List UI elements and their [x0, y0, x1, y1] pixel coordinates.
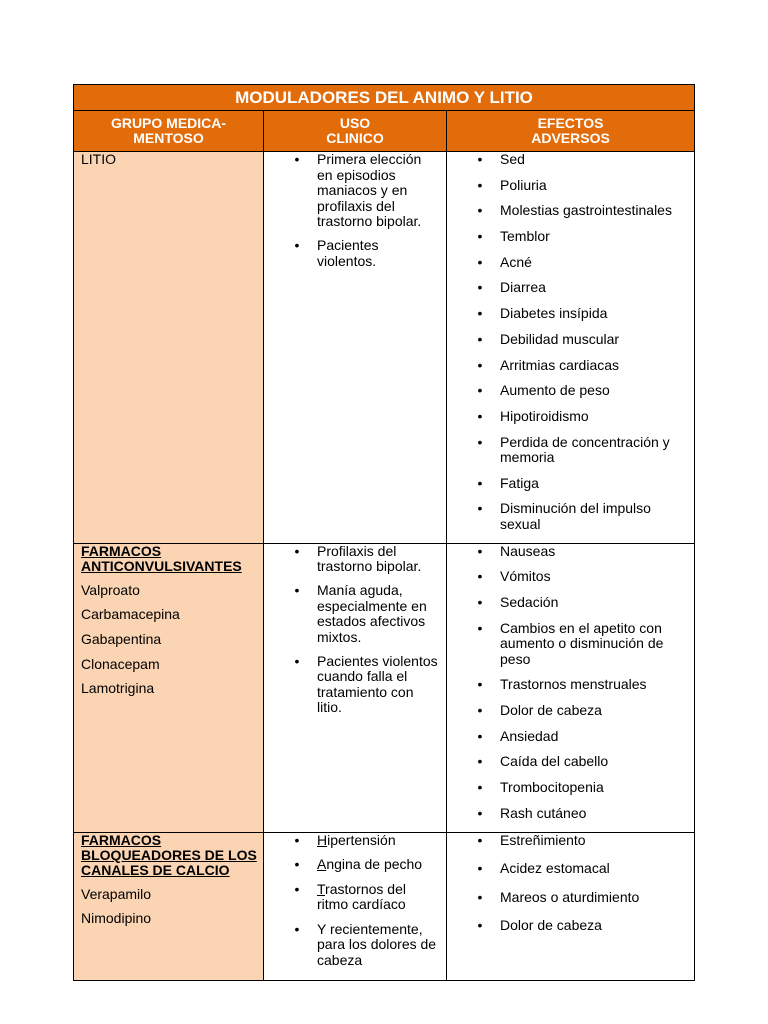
bullet-icon: • [477, 542, 483, 559]
bullet-icon: • [477, 568, 483, 585]
bullet-icon: • [294, 582, 300, 599]
bullet-icon: • [294, 151, 300, 167]
list-item [447, 729, 694, 745]
list-item [447, 544, 694, 560]
list-item-text: Diabetes insípida [500, 305, 608, 322]
drug-name: Verapamilo [81, 885, 152, 902]
list-item [447, 806, 694, 822]
bullet-icon: • [477, 500, 483, 517]
header-uso-line1: USO [339, 115, 371, 131]
list-item-text: Molestias gastrointestinales [500, 202, 672, 219]
drug-list [81, 887, 259, 927]
list-item-text: Diarrea [500, 279, 546, 296]
list-item [447, 621, 694, 668]
list-item-text: Y recientemente, para los dolores de cabeza [317, 920, 437, 968]
header-uso-line2: CLINICO [326, 130, 384, 146]
efectos-list [447, 152, 694, 532]
uso-cell-litio [264, 152, 447, 544]
bullet-icon: • [477, 474, 483, 491]
bullet-icon: • [477, 804, 483, 821]
list-item-text: Fatiga [500, 474, 539, 491]
list-item-text: Hipertensión [317, 831, 396, 848]
list-item [447, 203, 694, 219]
list-item [264, 882, 446, 913]
header-grupo [74, 111, 264, 152]
list-item-text: Cambios en el apetito con aumento o disminución de peso [500, 619, 664, 667]
list-item [447, 476, 694, 492]
bullet-icon: • [294, 856, 300, 872]
list-item [264, 152, 446, 230]
list-item-text: Arritmias cardiacas [500, 356, 620, 373]
list-item [264, 544, 446, 575]
list-item [264, 654, 446, 716]
bullet-icon: • [477, 594, 483, 610]
list-item-text: Trastornos del ritmo cardíaco [317, 880, 406, 912]
list-item [264, 857, 446, 873]
group-title: FARMACOS ANTICONVULSIVANTES [81, 542, 242, 574]
drug-name: Valproato [81, 581, 140, 598]
bullet-icon: • [477, 433, 483, 450]
bullet-icon: • [477, 330, 483, 347]
list-item-text: Angina de pecho [317, 856, 423, 872]
list-item [447, 435, 694, 466]
list-item-text: Trastornos menstruales [500, 676, 647, 693]
list-item-text: Vómitos [500, 568, 551, 585]
drug-name: Clonacepam [81, 655, 160, 672]
list-item-text: Acné [500, 253, 532, 270]
list-item-text: Ansiedad [500, 727, 559, 744]
bullet-icon: • [477, 279, 483, 296]
list-item [447, 677, 694, 693]
bullet-icon: • [477, 382, 483, 399]
list-item-text: Dolor de cabeza [500, 917, 602, 933]
header-efectos-line1: EFECTOS [537, 115, 604, 131]
list-item-text: Mareos o aturdimiento [500, 888, 640, 905]
list-item [447, 383, 694, 399]
drug-name: Gabapentina [81, 631, 162, 647]
list-item [447, 918, 694, 934]
bullet-icon: • [477, 860, 483, 876]
bullet-icon: • [477, 702, 483, 719]
bullet-icon: • [477, 676, 483, 693]
header-efectos-line2: ADVERSOS [531, 130, 610, 146]
list-item [447, 861, 694, 877]
bullet-icon: • [477, 202, 483, 219]
list-item [447, 703, 694, 719]
uso-list [264, 152, 446, 269]
list-item [264, 238, 446, 269]
bullet-icon: • [477, 228, 483, 245]
table-row-anticonvulsivantes [74, 543, 695, 832]
efectos-cell-anticonvulsivantes [447, 543, 695, 832]
table-title: MODULADORES DEL ANIMO Y LITIO [74, 85, 695, 111]
efectos-list [447, 544, 694, 822]
group-cell-calcio [74, 832, 264, 980]
list-item [447, 255, 694, 271]
efectos-cell-calcio [447, 832, 695, 980]
group-title: FARMACOS BLOQUEADORES DE LOS CANALES DE CALCIO [81, 831, 257, 878]
bullet-icon: • [477, 831, 483, 848]
bullet-icon: • [477, 305, 483, 322]
bullet-icon: • [477, 779, 483, 796]
bullet-icon: • [294, 237, 300, 253]
list-item-text: Estreñimiento [500, 831, 586, 848]
list-item-text: Sedación [500, 594, 559, 610]
list-item-text: Nauseas [500, 542, 556, 559]
list-item [447, 229, 694, 245]
list-item [447, 890, 694, 906]
header-uso [264, 111, 447, 152]
title-row [74, 85, 695, 111]
moduladores-table [73, 84, 695, 981]
list-item-text: Acidez estomacal [500, 860, 610, 876]
list-item-text: Hipotiroidismo [500, 407, 589, 424]
drug-list [81, 583, 259, 697]
bullet-icon: • [477, 151, 483, 167]
bullet-icon: • [477, 176, 483, 193]
bullet-icon: • [477, 888, 483, 905]
table-row-litio [74, 152, 695, 544]
list-item [447, 332, 694, 348]
bullet-icon: • [294, 652, 300, 669]
list-item [447, 569, 694, 585]
drug-name: Lamotrigina [81, 680, 155, 697]
bullet-icon: • [477, 727, 483, 744]
bullet-icon: • [477, 407, 483, 424]
list-item [447, 409, 694, 425]
list-item-text: Sed [500, 151, 525, 167]
bullet-icon: • [294, 542, 300, 559]
uso-cell-calcio [264, 832, 447, 980]
list-item [447, 754, 694, 770]
list-item [447, 306, 694, 322]
list-item-text: Temblor [500, 228, 550, 245]
uso-list [264, 544, 446, 716]
list-item [447, 833, 694, 849]
list-item [447, 178, 694, 194]
list-item [447, 780, 694, 796]
header-grupo-line2: MENTOSO [133, 130, 204, 146]
list-item [264, 833, 446, 849]
list-item [447, 595, 694, 611]
list-item-text: Manía aguda, especialmente en estados afectivos mixtos. [317, 582, 427, 645]
list-item-text: Debilidad muscular [500, 330, 620, 347]
bullet-icon: • [294, 831, 300, 848]
list-item [264, 583, 446, 645]
bullet-icon: • [477, 253, 483, 270]
list-item-text: Dolor de cabeza [500, 702, 602, 719]
bullet-icon: • [477, 356, 483, 373]
table-row-calcio [74, 832, 695, 980]
list-item [264, 922, 446, 969]
bullet-icon: • [477, 753, 483, 770]
list-item-text: Pacientes violentos cuando falla el tratamiento con litio. [317, 652, 438, 716]
list-item-text: Profilaxis del trastorno bipolar. [317, 542, 422, 575]
list-item-text: Caída del cabello [500, 753, 609, 770]
list-item [447, 152, 694, 168]
list-item [447, 358, 694, 374]
list-item-text: Primera elección en episodios maniacos y en profilaxis del trastorno bipolar. [317, 151, 422, 229]
list-item-text: Aumento de peso [500, 382, 610, 399]
header-efectos [447, 111, 695, 152]
efectos-cell-litio [447, 152, 695, 544]
bullet-icon: • [477, 619, 483, 636]
drug-name: Nimodipino [81, 910, 152, 927]
list-item-text: Poliuria [500, 176, 547, 193]
uso-cell-anticonvulsivantes [264, 543, 447, 832]
uso-list [264, 833, 446, 969]
list-item-text: Rash cutáneo [500, 804, 587, 821]
list-item-text: Pacientes violentos. [317, 237, 379, 269]
bullet-icon: • [477, 917, 483, 933]
list-item-text: Disminución del impulso sexual [500, 500, 651, 532]
list-item [447, 501, 694, 532]
efectos-list [447, 833, 694, 934]
drug-name: Carbamacepina [81, 606, 180, 623]
header-grupo-line1: GRUPO MEDICA- [110, 115, 227, 131]
group-label: LITIO [81, 151, 117, 167]
group-cell-anticonvulsivantes [74, 543, 264, 832]
header-row [74, 111, 695, 152]
list-item-text: Trombocitopenia [500, 779, 604, 796]
bullet-icon: • [294, 920, 300, 937]
list-item-text: Perdida de concentración y memoria [500, 433, 670, 466]
list-item [447, 280, 694, 296]
group-cell-litio [74, 152, 264, 544]
bullet-icon: • [294, 880, 300, 897]
